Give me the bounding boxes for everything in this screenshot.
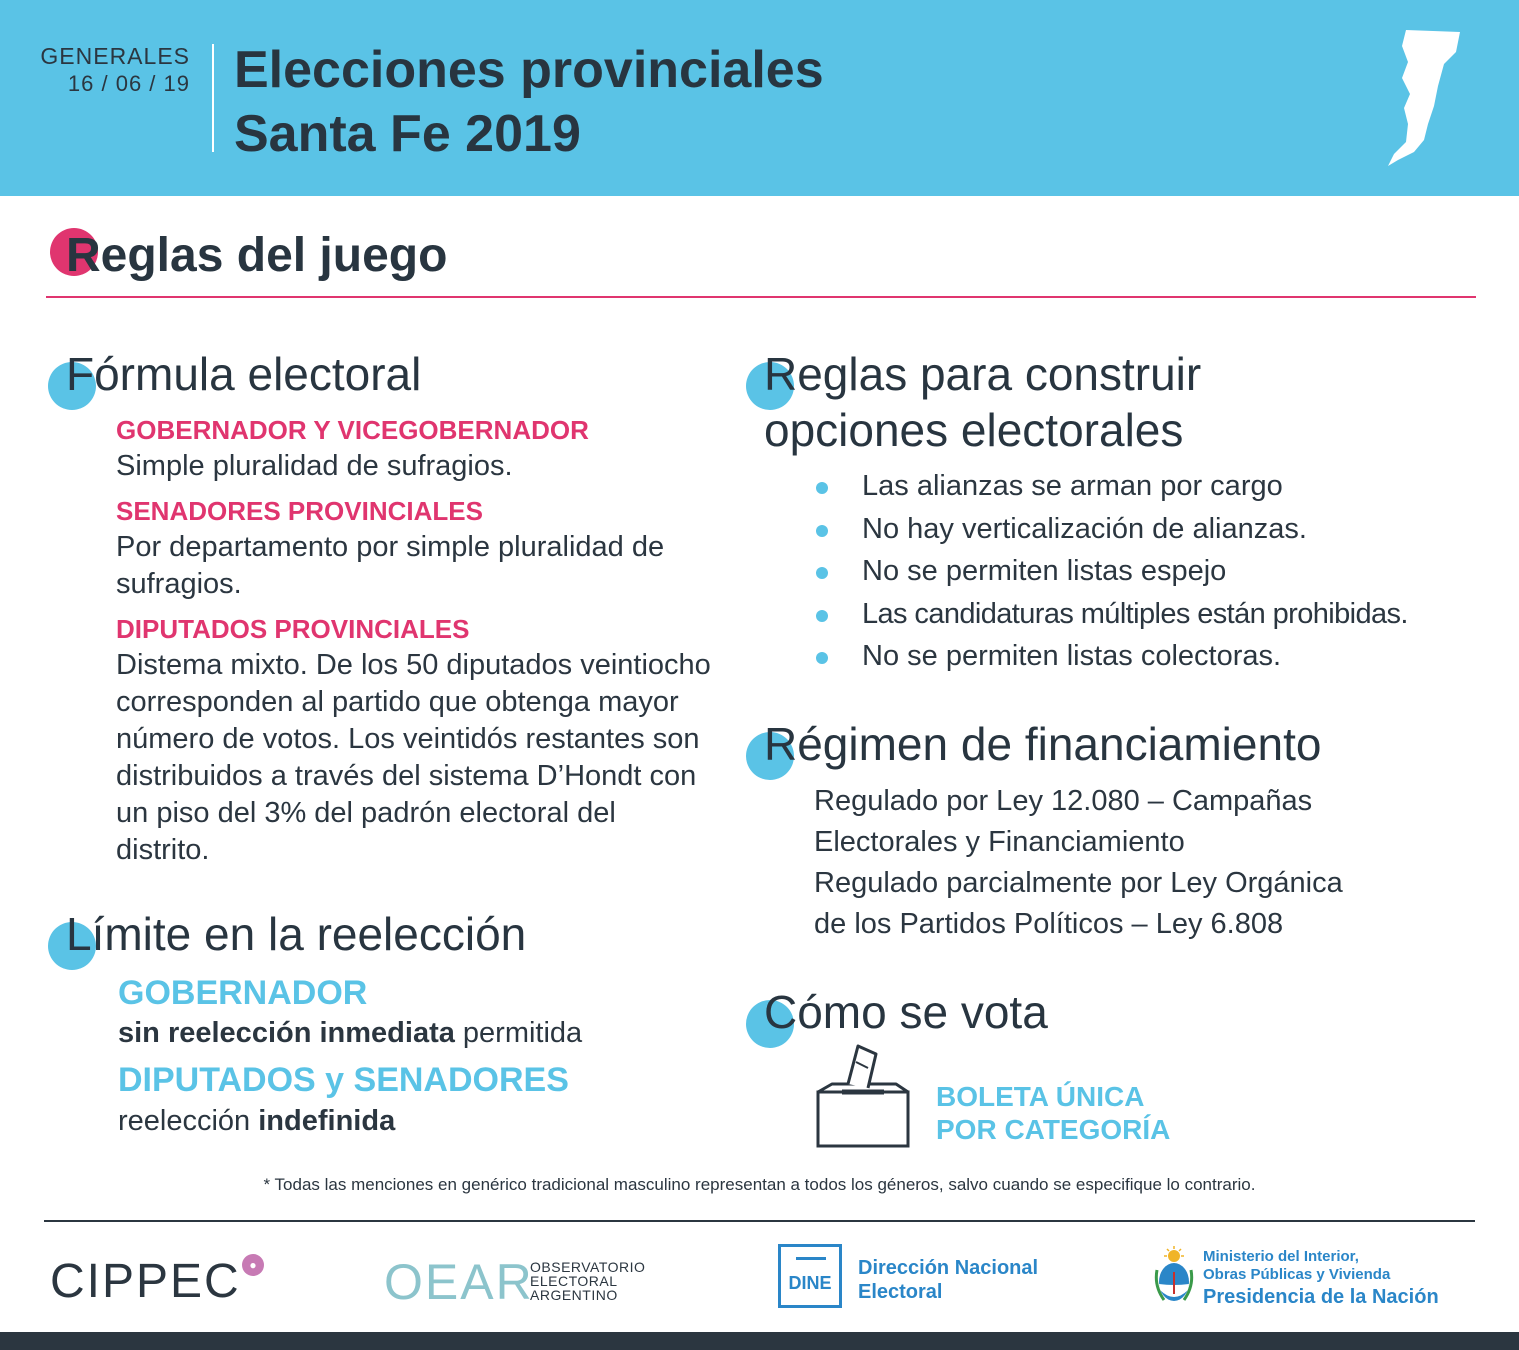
- ministerio-line-2: Obras Públicas y Vivienda: [1203, 1266, 1391, 1283]
- limite-text-gobernador: [118, 1014, 582, 1052]
- como-heading: [744, 984, 1048, 1040]
- reglas-heading: [744, 346, 1202, 458]
- ministerio-line-1: Ministerio del Interior,: [1203, 1248, 1359, 1265]
- financiamiento-line-2: Electorales y Financiamiento: [814, 826, 1185, 858]
- bullet-icon: [816, 482, 828, 494]
- financiamiento-line-1: Regulado por Ley 12.080 – Campañas: [814, 785, 1313, 817]
- ministerio-label: [1203, 1248, 1439, 1310]
- main-heading: [46, 224, 448, 288]
- bullet-icon: [816, 525, 828, 537]
- coat-of-arms-icon: [1154, 1246, 1194, 1306]
- bullet-icon: [816, 567, 828, 579]
- bullet-icon: [816, 652, 828, 664]
- financiamiento-heading-text: Régimen de financiamiento: [764, 718, 1322, 770]
- boleta-line-2: POR CATEGORÍA: [936, 1114, 1171, 1145]
- election-type-date: [40, 42, 190, 98]
- dine-label: [858, 1256, 1038, 1304]
- dine-logo: [778, 1244, 842, 1308]
- limite-dip-rest: reelección: [118, 1105, 259, 1137]
- limite-text-diputados: [118, 1102, 395, 1140]
- financiamiento-heading: [744, 716, 1322, 772]
- limite-heading-text: Límite en la reelección: [66, 908, 527, 960]
- bottom-bar: [0, 1332, 1519, 1350]
- cippec-logo: CIPPEC: [50, 1255, 241, 1308]
- list-item-text: No se permiten listas colectoras.: [862, 640, 1282, 672]
- dine-logo-text: DINE: [788, 1273, 832, 1293]
- dine-logo-bar: [796, 1257, 826, 1260]
- formula-text-diputados: Distema mixto. De los 50 diputados veintiocho corresponden al partido que obtenga mayor número de votos. Los veintidós restantes son distribuidos a través del sistema D’Hondt con un piso del 3% del padrón electoral del distrito.: [116, 649, 711, 866]
- list-item: [812, 550, 1408, 593]
- list-item: [812, 635, 1408, 678]
- formula-text-gobernador: Simple pluralidad de sufragios.: [116, 450, 513, 482]
- limite-label-gobernador: GOBERNADOR: [118, 974, 368, 1012]
- financiamiento-line-4: de los Partidos Políticos – Ley 6.808: [814, 908, 1284, 940]
- formula-label-gobernador: GOBERNADOR Y VICEGOBERNADOR: [116, 415, 589, 445]
- list-item: [812, 593, 1408, 636]
- boleta-text: [936, 1080, 1170, 1146]
- oear-logo: OEAR: [384, 1254, 534, 1310]
- limite-dip-bold: indefinida: [258, 1105, 396, 1137]
- como-heading-text: Cómo se vota: [764, 986, 1048, 1038]
- election-type: GENERALES: [40, 43, 190, 69]
- limite-heading: [46, 906, 527, 962]
- formula-heading: [46, 346, 422, 402]
- cippec-badge-icon: ●: [242, 1254, 264, 1276]
- page-title: [234, 38, 824, 166]
- list-item: [812, 508, 1408, 551]
- oear-subtitle-line-2: ELECTORAL: [530, 1273, 618, 1289]
- reglas-heading-line-1: Reglas para construir: [764, 348, 1202, 400]
- list-item-text: Las candidaturas múltiples están prohibidas.: [862, 597, 1408, 630]
- footnote: * Todas las menciones en genérico tradicional masculino representan a todos los géneros, salvo cuando se especifique lo contrario.: [263, 1175, 1256, 1194]
- reglas-heading-line-2: opciones electorales: [764, 404, 1184, 456]
- list-item-text: Las alianzas se arman por cargo: [862, 470, 1283, 502]
- oear-subtitle-line-3: ARGENTINO: [530, 1287, 618, 1303]
- limite-label-diputados: DIPUTADOS y SENADORES: [118, 1061, 569, 1099]
- main-heading-text: Reglas del juego: [66, 229, 448, 282]
- header-banner: [0, 0, 1519, 196]
- formula-heading-text: Fórmula electoral: [66, 348, 422, 400]
- boleta-line-1: BOLETA ÚNICA: [936, 1081, 1145, 1112]
- financiamiento-line-3: Regulado parcialmente por Ley Orgánica: [814, 867, 1343, 899]
- presidencia-line: Presidencia de la Nación: [1203, 1286, 1439, 1308]
- santa-fe-map-icon: [1384, 28, 1464, 170]
- list-item-text: No hay verticalización de alianzas.: [862, 512, 1307, 545]
- list-item: [812, 465, 1408, 508]
- financiamiento-text: [814, 781, 1343, 945]
- limite-gob-rest: permitida: [454, 1017, 583, 1049]
- bullet-icon: [816, 610, 828, 622]
- limite-gob-bold: sin reelección inmediata: [118, 1017, 455, 1049]
- formula-label-senadores: SENADORES PROVINCIALES: [116, 496, 483, 526]
- formula-text-senadores: Por departamento por simple pluralidad de sufragios.: [116, 531, 665, 600]
- heading-divider: [46, 296, 1476, 298]
- oear-subtitle-line-1: OBSERVATORIO: [530, 1259, 646, 1275]
- footer-divider: [44, 1220, 1475, 1222]
- formula-label-diputados: DIPUTADOS PROVINCIALES: [116, 614, 470, 644]
- reglas-list: [812, 465, 1408, 678]
- header-divider: [212, 44, 214, 152]
- oear-subtitle: [530, 1260, 645, 1302]
- dine-label-line-2: Electoral: [858, 1281, 943, 1303]
- ballot-box-icon: [814, 1042, 914, 1148]
- page-title-line-2: Santa Fe 2019: [234, 105, 581, 163]
- dine-label-line-1: Dirección Nacional: [858, 1257, 1039, 1279]
- election-date: 16 / 06 / 19: [67, 71, 190, 96]
- page-title-line-1: Elecciones provinciales: [234, 41, 824, 99]
- list-item-text: No se permiten listas espejo: [862, 555, 1227, 587]
